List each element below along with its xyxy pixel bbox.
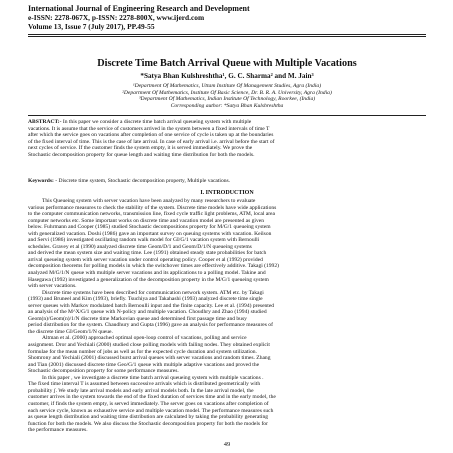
body-line: the performance measures. xyxy=(28,427,88,434)
keywords-text: - Discrete time system, Stochastic decomposition property, Multiple vacations. xyxy=(53,178,231,184)
keywords xyxy=(28,178,426,184)
body-line: decomposition theorems for polling models in which the switchover times are effectively additive. Takagi (1992) xyxy=(28,263,279,270)
body-line: Stochastic decomposition property for some performance measures. xyxy=(28,368,179,375)
abstract-rule xyxy=(28,115,426,116)
abstract-label: ABSTRACT:- xyxy=(28,119,62,125)
body-line: function for both the models. We also discuss the Stochastic decomposition property for both the models for xyxy=(28,420,268,427)
body-line: Altman et al. (2000) approached optimal open-loop control of vacations, polling and service xyxy=(42,335,247,342)
paper-title: Discrete Time Batch Arrival Queue with Multiple Vacations xyxy=(97,58,357,69)
affiliations xyxy=(28,83,426,109)
body-line: with generalized vacation. Doshi (1986) gave an important survey on queuing systems with vacation. Keilson xyxy=(28,230,272,237)
abstract-line: next cycles of service. If the customer finds the system empty, it is served immediately. We prove the xyxy=(28,145,253,152)
body-line: customer, if finds the system empty, is served immediately. The server goes on vacations after completion of xyxy=(28,400,269,407)
affiliation-3: ³Department Of Mathematics, Indian Institute Of Technology, Roorkee, (India) xyxy=(138,96,316,103)
body-line: (1993) and Bruneel and Kim (1993), briefly. Tsuchiya and Takahashi (1993) analyzed discrete time single xyxy=(28,296,263,303)
body-line: analyzed M/G/1/N queue with multiple server vacations and its applications to a polling model. Takine and xyxy=(28,270,266,277)
body-line: period distribution for the system. Chaudhury and Gupta (1996) gave an analysis for performance measures of xyxy=(28,322,273,329)
body-line: Discrete time systems have been described for communication network system. ATM etc. by Takagi xyxy=(42,289,264,296)
body-line: Hasegawa (1992) investigated a generalization of the decomposition property in the M/G/1 queueing system xyxy=(28,276,269,283)
body-line: to the computer communication networks, transmission line, fixed cycle traffic light problems, ATM, local area xyxy=(28,211,275,218)
body-line: as queue length distribution and waiting time distribution are calculated by taking the probability generating xyxy=(28,414,268,421)
body-line: formulae for the mean number of jobs as well as for the expected cycle duration and system utilization. xyxy=(28,348,257,355)
keywords-label: Keywords: xyxy=(28,178,54,184)
body-line: Geom(n)/Geom(n)/1/N discrete time Markovian queue and determined first passage time and busy xyxy=(28,315,247,322)
body-line: below. Fuhrmann and Cooper (1985) studied Stochastic decompositions property for M/G/1 queueing system xyxy=(28,224,271,231)
body-line: schedules. Gravey et al (1990) analyzed discrete time Geom/D/1 and Geom/D/1/N queueing systems xyxy=(28,243,252,250)
journal-name: International Journal of Engineering Research and Development xyxy=(28,4,250,13)
journal-header xyxy=(28,4,426,32)
body-line: computer networks etc. Some important works on discrete time and vacation model are presented as given xyxy=(28,217,264,224)
body-line: and Servi (1986) investigated oscillating random walk model for GI/G/1 vacation system with Bernoulli xyxy=(28,237,260,244)
body-line: In this paper , we investigate a discrete time batch arrival queueing system with multiple vacations . xyxy=(42,374,264,381)
page-number: 49 xyxy=(223,441,231,448)
body-line: assignment. Dror and Yechiali (2000) studied close polling models with failing nodes. They obtained explicit xyxy=(28,342,270,349)
body-line: server queues with Markov modulated batch Bernoulli input and the finite capacity. Lee et al. (1994) presented xyxy=(28,302,275,309)
body-line: This Queueing system with server vacation have been analyzed by many researchers to evaluate xyxy=(42,198,256,204)
abstract xyxy=(28,119,426,158)
journal-issn: e-ISSN: 2278-067X, p-ISSN: 2278-800X, www.ijerd.com xyxy=(28,13,205,23)
header-rule-top xyxy=(28,34,426,35)
abstract-line: of the fixed interval of time. This is the case of late arrival. In case of early arrival i.e. arrival before the start of xyxy=(28,138,275,145)
affiliation-1: ¹Department Of Mathematics, Uttam Institute Of Management Studies, Agra (India) xyxy=(132,83,322,89)
journal-volume: Volume 13, Issue 7 (July 2017), PP.49-55 xyxy=(28,22,155,32)
abstract-line: after which the service goes on vacations after completion of one service of cycle is taken up at the boundaries xyxy=(28,132,274,139)
affiliation-2: ²Department Of Mathematics, Institute Of Basic Science, Dr. B. R. A. University, Agra (India) xyxy=(122,89,332,96)
body-line: and derived the mean system size and waiting time. Lee (1991) obtained steady state probabilities for batch xyxy=(28,250,267,257)
paper-authors: *Satya Bhan Kulshreshtha¹, G. C. Sharma² and M. Jain³ xyxy=(140,72,314,80)
header-rule-bottom xyxy=(28,36,426,37)
section-body xyxy=(28,198,426,434)
abstract-line: In this paper we consider a discrete time batch arrival queueing system with multiple xyxy=(61,119,252,125)
body-line: an analysis of the M^X/G/1 queue with N-policy and multiple vacation. Choudhry and Zhao (1994) studied xyxy=(28,309,267,316)
abstract-line: vacations. It is assume that the service of customers arrived in the system between a fixed intervals of time T xyxy=(28,125,270,132)
body-line: various performance measures to check the stability of the system. Discrete time models have wide applications xyxy=(28,204,277,211)
body-line: Shomrony and Yechiali (2001) discussed burst arrival queues with server vacations and random times. Zhang xyxy=(28,355,271,362)
body-line: the discrete time GI/Geom/1/N queue. xyxy=(28,328,113,335)
body-line: with server vacations. xyxy=(28,283,77,290)
body-line: customer arrives in the system towards the end of the fixed duration of services time and in the early model, the xyxy=(28,394,276,401)
body-line: The fixed time interval T is assumed between successive arrivals which is distributed geometrically with xyxy=(28,381,261,388)
body-line: probability ʃ. We study late arrival models and early arrival models both. In the late arrival model, the xyxy=(28,387,254,394)
body-line: arrival queueing system with server vacation under control operating policy. Cooper et al (1992) provided xyxy=(28,256,263,263)
body-line: each service cycle, known as exhaustive service and multiple vacation model. The performance measures such xyxy=(28,407,274,414)
section-heading: I. INTRODUCTION xyxy=(200,190,254,196)
body-line: and Tian (2001) discussed discrete time Geo/G/1 queue with multiple adaptive vacations and proved the xyxy=(28,361,260,368)
abstract-line: Stochastic decomposition property for queue length and waiting time distribution for both the models. xyxy=(28,151,255,158)
corresponding-author: Corresponding author: *Satya Bhan Kulshreshtha xyxy=(170,102,284,109)
